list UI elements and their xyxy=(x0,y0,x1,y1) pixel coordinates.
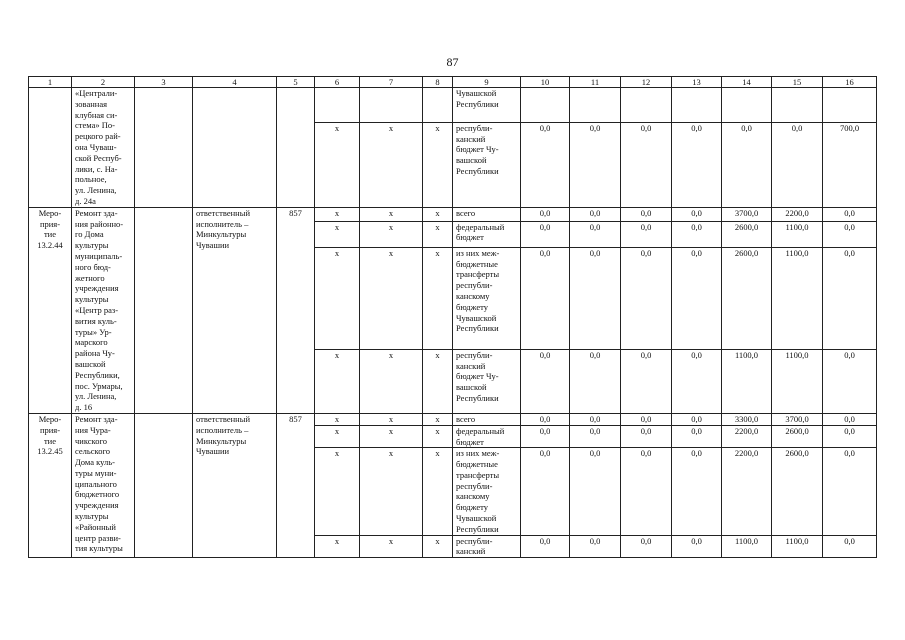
col7-cell: x xyxy=(360,535,423,558)
funding-source-cell: Чувашской Республики xyxy=(453,88,521,123)
col6-cell: x xyxy=(315,413,360,425)
col8-cell: x xyxy=(423,448,453,535)
column-number: 5 xyxy=(277,77,315,88)
amount-cell: 0,0 xyxy=(521,207,570,221)
amount-cell: 1100,0 xyxy=(722,535,772,558)
amount-cell: 1100,0 xyxy=(772,535,823,558)
col7-cell xyxy=(360,88,423,123)
amount-cell: 0,0 xyxy=(672,349,722,413)
col8-cell: x xyxy=(423,413,453,425)
amount-cell: 0,0 xyxy=(823,413,877,425)
table-row xyxy=(29,207,877,221)
column-number: 2 xyxy=(72,77,135,88)
column-number: 1 xyxy=(29,77,72,88)
amount-cell: 0,0 xyxy=(521,425,570,448)
amount-cell: 0,0 xyxy=(570,122,621,207)
amount-cell: 0,0 xyxy=(521,247,570,349)
object-cell: Ремонт зда- ния Чура- чикского сельского Дома куль- туры муни- ципального бюджетного учреждения культуры «Районный центр разви- тия культуры xyxy=(72,413,135,557)
col6-cell: x xyxy=(315,207,360,221)
amount-cell: 0,0 xyxy=(570,247,621,349)
table-row xyxy=(29,88,877,123)
funding-source-cell: федеральный бюджет xyxy=(453,221,521,247)
amount-cell: 1100,0 xyxy=(772,221,823,247)
amount-cell: 0,0 xyxy=(823,535,877,558)
col7-cell: x xyxy=(360,207,423,221)
column-number: 7 xyxy=(360,77,423,88)
amount-cell xyxy=(521,88,570,123)
executor-cell xyxy=(193,88,277,208)
amount-cell: 0,0 xyxy=(823,207,877,221)
col6-cell: x xyxy=(315,122,360,207)
col7-cell: x xyxy=(360,221,423,247)
amount-cell xyxy=(722,88,772,123)
col3-cell xyxy=(135,413,193,557)
column-number-row xyxy=(29,77,877,88)
amount-cell: 2200,0 xyxy=(722,448,772,535)
col3-cell xyxy=(135,88,193,208)
amount-cell: 1100,0 xyxy=(722,349,772,413)
amount-cell: 0,0 xyxy=(621,221,672,247)
col7-cell: x xyxy=(360,122,423,207)
column-number: 4 xyxy=(193,77,277,88)
amount-cell: 2600,0 xyxy=(772,425,823,448)
amount-cell xyxy=(823,88,877,123)
code-cell: 857 xyxy=(277,207,315,413)
column-number: 16 xyxy=(823,77,877,88)
col6-cell: x xyxy=(315,535,360,558)
amount-cell xyxy=(621,88,672,123)
code-cell xyxy=(277,88,315,208)
col7-cell: x xyxy=(360,413,423,425)
measure-cell xyxy=(29,88,72,208)
column-number: 8 xyxy=(423,77,453,88)
col6-cell: x xyxy=(315,349,360,413)
amount-cell: 3300,0 xyxy=(722,413,772,425)
amount-cell: 2600,0 xyxy=(722,247,772,349)
amount-cell: 0,0 xyxy=(570,413,621,425)
funding-source-cell: всего xyxy=(453,207,521,221)
page-number: 87 xyxy=(446,55,459,69)
funding-source-cell: республи- канский бюджет Чу- вашской Республики xyxy=(453,122,521,207)
table-row xyxy=(29,413,877,425)
executor-cell: ответственный исполнитель – Минкультуры Чувашии xyxy=(193,207,277,413)
amount-cell: 700,0 xyxy=(823,122,877,207)
amount-cell: 0,0 xyxy=(621,247,672,349)
col6-cell: x xyxy=(315,448,360,535)
amount-cell: 0,0 xyxy=(672,448,722,535)
amount-cell: 0,0 xyxy=(772,122,823,207)
object-cell: Ремонт зда- ния районно- го Дома культуры муниципаль- ного бюд- жетного учреждения культуры «Центр раз- вития куль- туры» Ур- марского района Чу- вашской Республики, пос. Урмары, ул. Ленина, д. 16 xyxy=(72,207,135,413)
amount-cell: 3700,0 xyxy=(722,207,772,221)
column-number: 11 xyxy=(570,77,621,88)
col6-cell: x xyxy=(315,247,360,349)
col7-cell: x xyxy=(360,425,423,448)
amount-cell: 0,0 xyxy=(621,122,672,207)
amount-cell: 0,0 xyxy=(672,425,722,448)
col8-cell: x xyxy=(423,221,453,247)
amount-cell: 0,0 xyxy=(823,425,877,448)
amount-cell: 0,0 xyxy=(823,448,877,535)
amount-cell: 0,0 xyxy=(823,221,877,247)
amount-cell: 0,0 xyxy=(621,535,672,558)
col6-cell: x xyxy=(315,425,360,448)
amount-cell: 0,0 xyxy=(521,413,570,425)
col8-cell: x xyxy=(423,122,453,207)
amount-cell: 1100,0 xyxy=(772,349,823,413)
amount-cell: 0,0 xyxy=(621,207,672,221)
funding-source-cell: республи- канский xyxy=(453,535,521,558)
amount-cell: 2200,0 xyxy=(772,207,823,221)
amount-cell: 0,0 xyxy=(570,207,621,221)
col8-cell: x xyxy=(423,349,453,413)
column-number: 10 xyxy=(521,77,570,88)
amount-cell: 0,0 xyxy=(521,349,570,413)
amount-cell: 0,0 xyxy=(722,122,772,207)
amount-cell: 0,0 xyxy=(570,349,621,413)
code-cell: 857 xyxy=(277,413,315,557)
column-number: 13 xyxy=(672,77,722,88)
amount-cell: 0,0 xyxy=(570,425,621,448)
column-number: 12 xyxy=(621,77,672,88)
amount-cell: 0,0 xyxy=(672,122,722,207)
amount-cell: 2200,0 xyxy=(722,425,772,448)
amount-cell xyxy=(672,88,722,123)
amount-cell: 0,0 xyxy=(672,535,722,558)
col3-cell xyxy=(135,207,193,413)
amount-cell: 0,0 xyxy=(521,221,570,247)
funding-source-cell: из них меж- бюджетные трансферты республи- канскому бюджету Чувашской Республики xyxy=(453,247,521,349)
amount-cell: 2600,0 xyxy=(772,448,823,535)
amount-cell: 3700,0 xyxy=(772,413,823,425)
funding-source-cell: республи- канский бюджет Чу- вашской Республики xyxy=(453,349,521,413)
column-number: 14 xyxy=(722,77,772,88)
amount-cell: 0,0 xyxy=(823,349,877,413)
column-number: 6 xyxy=(315,77,360,88)
amount-cell xyxy=(772,88,823,123)
column-number: 15 xyxy=(772,77,823,88)
funding-source-cell: всего xyxy=(453,413,521,425)
column-number: 3 xyxy=(135,77,193,88)
amount-cell: 0,0 xyxy=(521,122,570,207)
object-cell: «Централи- зованная клубная си- стема» По- рецкого рай- она Чуваш- ской Респуб- лики, с. На- польное, ул. Ленина, д. 24а xyxy=(72,88,135,208)
col8-cell: x xyxy=(423,247,453,349)
amount-cell: 0,0 xyxy=(570,535,621,558)
col8-cell xyxy=(423,88,453,123)
amount-cell: 0,0 xyxy=(672,221,722,247)
amount-cell: 0,0 xyxy=(621,349,672,413)
amount-cell: 0,0 xyxy=(672,413,722,425)
col6-cell xyxy=(315,88,360,123)
col8-cell: x xyxy=(423,535,453,558)
amount-cell: 2600,0 xyxy=(722,221,772,247)
funding-source-cell: из них меж- бюджетные трансферты республи- канскому бюджету Чувашской Республики xyxy=(453,448,521,535)
amount-cell: 0,0 xyxy=(621,448,672,535)
col6-cell: x xyxy=(315,221,360,247)
budget-table xyxy=(28,76,877,558)
amount-cell: 0,0 xyxy=(621,425,672,448)
measure-cell: Меро- прия- тие 13.2.45 xyxy=(29,413,72,557)
amount-cell: 0,0 xyxy=(570,448,621,535)
column-number: 9 xyxy=(453,77,521,88)
amount-cell: 0,0 xyxy=(570,221,621,247)
funding-source-cell: федеральный бюджет xyxy=(453,425,521,448)
amount-cell: 0,0 xyxy=(621,413,672,425)
measure-cell: Меро- прия- тие 13.2.44 xyxy=(29,207,72,413)
col7-cell: x xyxy=(360,349,423,413)
amount-cell: 1100,0 xyxy=(772,247,823,349)
amount-cell: 0,0 xyxy=(521,535,570,558)
col8-cell: x xyxy=(423,207,453,221)
amount-cell: 0,0 xyxy=(521,448,570,535)
amount-cell: 0,0 xyxy=(672,207,722,221)
col8-cell: x xyxy=(423,425,453,448)
col7-cell: x xyxy=(360,247,423,349)
executor-cell: ответственный исполнитель – Минкультуры Чувашии xyxy=(193,413,277,557)
amount-cell xyxy=(570,88,621,123)
col7-cell: x xyxy=(360,448,423,535)
amount-cell: 0,0 xyxy=(823,247,877,349)
amount-cell: 0,0 xyxy=(672,247,722,349)
